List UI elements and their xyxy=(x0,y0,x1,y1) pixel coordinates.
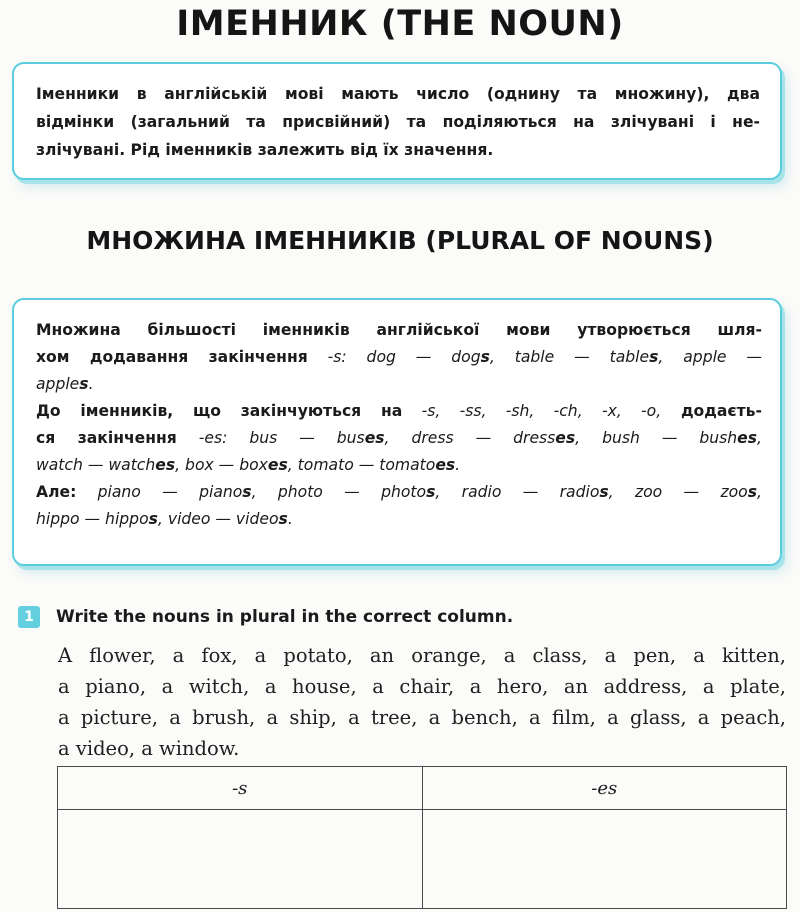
table-header-row xyxy=(58,767,787,810)
example-base: piano — piano xyxy=(76,483,243,501)
answer-cell-s[interactable] xyxy=(58,810,423,909)
example-ending: es xyxy=(737,429,758,447)
rule-p2-endings: -s, -ss, -sh, -ch, -x, -o, xyxy=(402,402,662,420)
example-base: , box — box xyxy=(175,456,268,474)
punctuation: , xyxy=(757,429,762,447)
example-ending: s xyxy=(242,483,252,501)
rule-p3-label: Але: xyxy=(36,483,77,501)
example-ending: es xyxy=(364,429,385,447)
answer-table xyxy=(57,766,787,909)
rule-p1-text2: хом додавання закінчення xyxy=(36,348,308,366)
intro-line: злічувані. Рід іменників залежить від їх значення. xyxy=(36,141,494,159)
example-ending: s xyxy=(79,375,89,393)
example-ending: s xyxy=(747,483,758,501)
word-line: A flower, a fox, a potato, an orange, a class, a pen, a kitten, xyxy=(58,644,786,667)
column-header-es: -es xyxy=(422,767,787,810)
exercise-number-badge: 1 xyxy=(18,606,40,628)
example-ending: s xyxy=(426,483,436,501)
column-header-s: -s xyxy=(58,767,423,810)
example-base: , apple — xyxy=(658,348,762,366)
punctuation: . xyxy=(287,510,293,528)
example-ending: es xyxy=(155,456,176,474)
punctuation: , xyxy=(757,483,762,501)
example-base: , radio — radio xyxy=(435,483,600,501)
rule-line xyxy=(36,371,762,398)
intro-box xyxy=(12,62,782,180)
example-base: , table — table xyxy=(489,348,650,366)
page-title: ІМЕННИК (THE NOUN) xyxy=(176,4,624,44)
rule-line xyxy=(36,317,762,344)
rule-line xyxy=(36,398,762,425)
exercise-header xyxy=(18,606,513,628)
section-subtitle: МНОЖИНА ІМЕННИКІВ (PLURAL OF NOUNS) xyxy=(86,226,714,255)
example-base: watch — watch xyxy=(36,456,156,474)
example-ending: s xyxy=(148,510,158,528)
rule-line xyxy=(36,425,762,452)
example-base: bus — bus xyxy=(227,429,365,447)
punctuation: . xyxy=(455,456,461,474)
example-base: hippo — hippo xyxy=(36,510,149,528)
word-line: a piano, a witch, a house, a chair, a hero, an address, a plate, xyxy=(58,675,786,698)
intro-line: відмінки (загальний та присвійний) та поділяються на злічувані і не- xyxy=(36,113,760,131)
example-ending: s xyxy=(599,483,609,501)
rule-line xyxy=(36,344,762,371)
example-ending: es xyxy=(435,456,456,474)
rule-p2-text3: ся закінчення xyxy=(36,429,177,447)
example-base: , zoo — zoo xyxy=(608,483,748,501)
example-base: dog — dog xyxy=(346,348,481,366)
example-base: apple xyxy=(36,375,80,393)
punctuation: . xyxy=(88,375,94,393)
rule-p2-text: До іменників, що закінчуються на xyxy=(36,402,403,420)
rule-box xyxy=(12,298,782,566)
table-row xyxy=(58,810,787,909)
example-base: , video — video xyxy=(157,510,279,528)
answer-cell-es[interactable] xyxy=(422,810,787,909)
example-ending: es xyxy=(267,456,288,474)
example-ending: s xyxy=(649,348,659,366)
example-base: , photo — photo xyxy=(251,483,427,501)
word-line: a picture, a brush, a ship, a tree, a bench, a film, a glass, a peach, xyxy=(58,706,786,729)
example-base: , tomato — tomato xyxy=(287,456,436,474)
intro-text xyxy=(36,80,760,164)
rule-line xyxy=(36,452,762,479)
exercise-instruction: Write the nouns in plural in the correct column. xyxy=(56,607,514,627)
rule-line xyxy=(36,479,762,506)
rule-p1-text: Множина більшості іменників англійської мови утворюється шля- xyxy=(36,321,762,339)
example-ending: es xyxy=(555,429,576,447)
word-line: a video, a window. xyxy=(58,737,240,760)
rule-p2-suffix: -es: xyxy=(176,429,228,447)
rule-p2-text2: додаєть- xyxy=(661,402,762,420)
example-ending: s xyxy=(278,510,288,528)
example-base: , bush — bush xyxy=(575,429,738,447)
word-list xyxy=(58,640,786,764)
example-ending: s xyxy=(480,348,490,366)
example-base: , dress — dress xyxy=(384,429,556,447)
intro-line: Іменники в англійській мові мають число (однину та множину), два xyxy=(36,85,760,103)
rule-text xyxy=(36,317,762,533)
rule-p1-suffix: -s: xyxy=(307,348,347,366)
rule-line xyxy=(36,506,762,533)
